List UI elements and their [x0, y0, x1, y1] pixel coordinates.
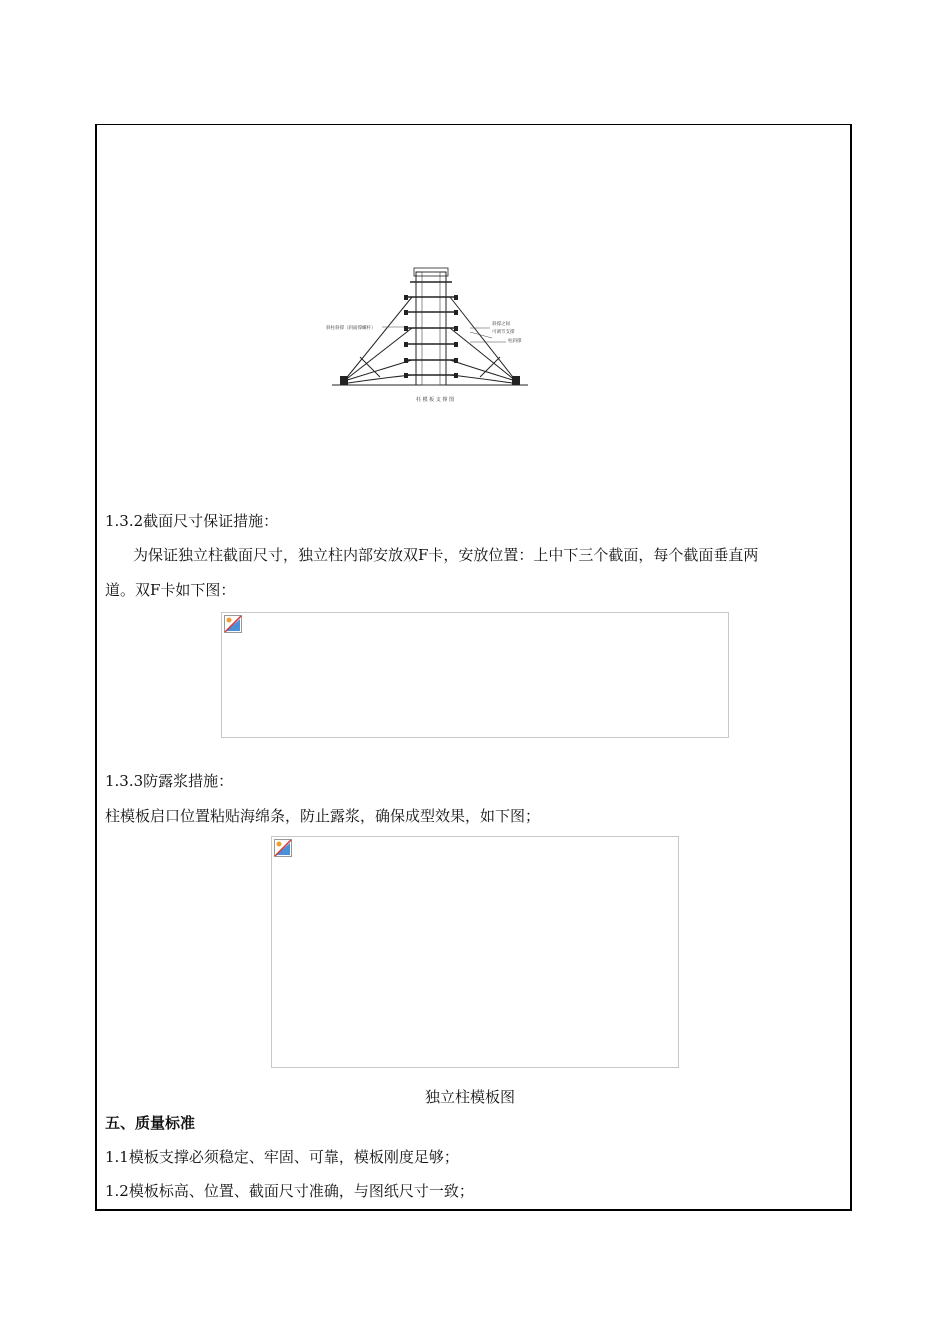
- column-formwork-caption: 独立柱模板图: [425, 1088, 516, 1106]
- column-formwork-image: [271, 836, 679, 1068]
- quality-item-1: 1.1模板支撑必须稳定、牢固、可靠，模板刚度足够；: [105, 1148, 459, 1166]
- label-right-1: 斜撑之间: [492, 322, 510, 327]
- label-right-2: 可调节支撑: [492, 330, 515, 335]
- label-right-3: 柱斜撑: [508, 339, 522, 344]
- section-5-heading: 五、质量标准: [105, 1114, 196, 1132]
- quality-item-2: 1.2模板标高、位置、截面尺寸准确，与图纸尺寸一致；: [105, 1182, 474, 1200]
- broken-image-icon: [224, 615, 242, 633]
- section-133-heading: 1.3.3防露浆措施：: [105, 772, 234, 790]
- section-132-heading: 1.3.2截面尺寸保证措施：: [105, 512, 279, 530]
- label-left: 斜柱斜撑（斜面撑螺杆）: [326, 326, 376, 331]
- double-f-clamp-image: [221, 612, 729, 738]
- figure-caption: 柱 模 板 支 撑 图: [416, 397, 454, 403]
- section-132-paragraph-line2: 道。双F卡如下图：: [105, 581, 236, 599]
- broken-image-icon: [274, 839, 292, 857]
- column-formwork-support-drawing: [320, 262, 540, 412]
- section-133-paragraph: 柱模板启口位置粘贴海绵条，防止露浆，确保成型效果，如下图；: [105, 807, 541, 825]
- section-132-paragraph-line1: 为保证独立柱截面尺寸，独立柱内部安放双F卡，安放位置：上中下三个截面，每个截面垂直两: [133, 546, 759, 564]
